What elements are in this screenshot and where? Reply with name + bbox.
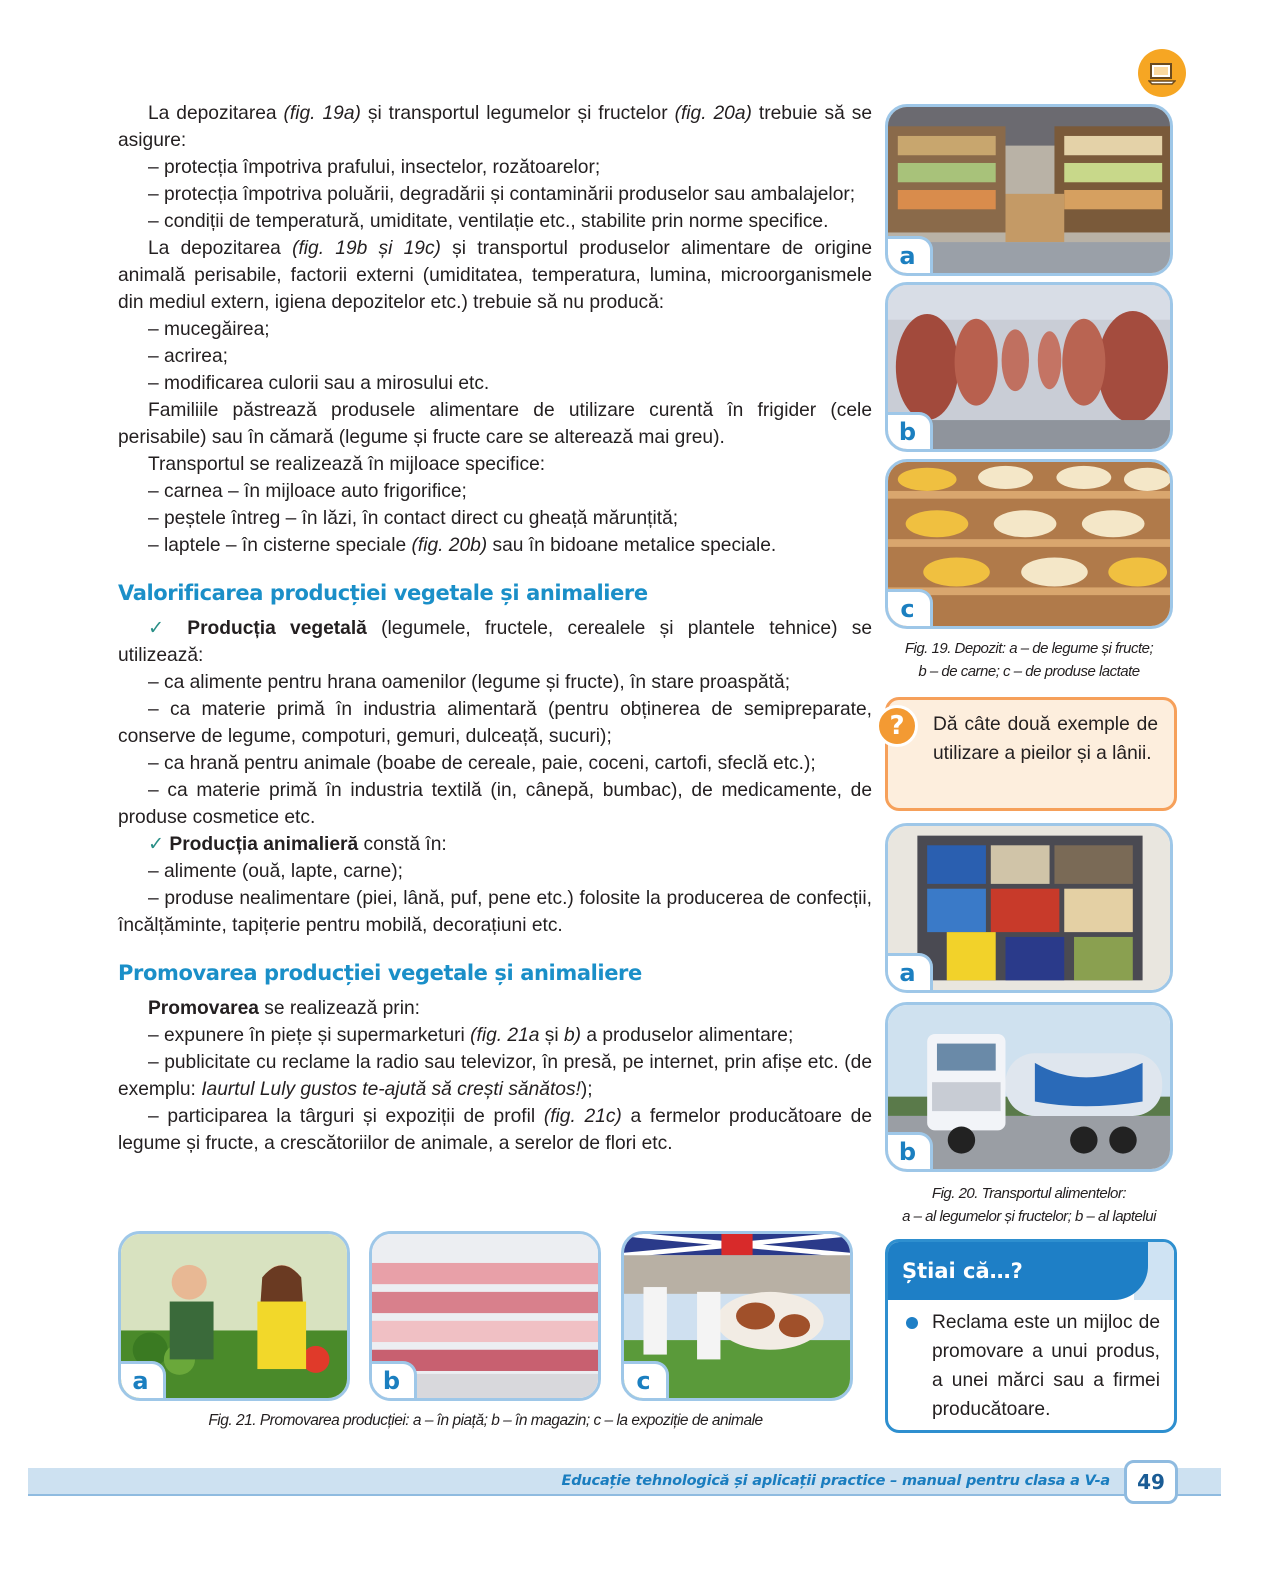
photo-milk-tanker: [885, 1002, 1173, 1172]
figure-tag: b: [369, 1361, 417, 1401]
paragraph-promovarea: Promovarea se realizează prin:: [148, 998, 420, 1019]
paragraph-storage-vegetables: La depozitarea (fig. 19a) și transportul legumelor și fructelor (fig. 20a) trebuie să se asigure:: [118, 103, 872, 151]
photo-meat-warehouse: [885, 282, 1173, 452]
list-item: – expunere în piețe și supermarketuri (fig. 21a și b) a produselor alimentare;: [148, 1025, 794, 1046]
heading-valorificarea: Valorificarea producției vegetale și animaliere: [118, 581, 648, 605]
laptop-icon: [1138, 49, 1186, 97]
list-item: – ca hrană pentru animale (boabe de cereale, paie, coceni, cartofi, sfeclă etc.);: [148, 753, 816, 774]
footer-divider: [28, 1494, 1221, 1496]
figure-tag: c: [885, 589, 933, 629]
figure-21-caption: Fig. 21. Promovarea producției: a – în piață; b – în magazin; c – la expoziție de animale: [208, 1412, 763, 1429]
bullet-icon: [906, 1317, 918, 1329]
question-icon: ?: [876, 705, 918, 747]
footer-title: Educație tehnologică și aplicații practice – manual pentru clasa a V-a: [561, 1473, 1110, 1489]
paragraph-families: Familiile păstrează produsele alimentare de utilizare curentă în frigider (cele perisabile) sau în cămară (legume și fructe care se alterează mai greu).: [118, 400, 872, 448]
figure-19-caption: Fig. 19. Depozit: a – de legume și fructe; b – de carne; c – de produse lactate: [904, 640, 1154, 680]
photo-animal-exhibition: [621, 1231, 853, 1401]
figure-tag: a: [118, 1361, 166, 1401]
list-item: – protecția împotriva poluării, degradării și contaminării produselor sau ambalajelor;: [148, 184, 856, 205]
photo-dairy-warehouse: [885, 459, 1173, 629]
did-you-know-box: [885, 1239, 1177, 1433]
checkmark-icon: ✓: [148, 834, 165, 855]
did-you-know-text: Reclama este un mijloc de promovare a unui produs, a unei mărci sau a firmei producătoare.: [902, 1308, 1160, 1424]
question-text: Dă câte două exemple de utilizare a pieilor și a lânii.: [933, 714, 1158, 764]
list-item: – acrirea;: [148, 346, 228, 367]
list-item: – alimente (ouă, lapte, carne);: [148, 861, 403, 882]
list-item: – publicitate cu reclame la radio sau televizor, în presă, pe internet, prin afișe etc. (de exemplu: Iaurtul Luly gustos te-ajută să crești sănătos!);: [118, 1052, 872, 1100]
list-item: – peștele întreg – în lăzi, în contact direct cu gheață mărunțită;: [148, 508, 679, 529]
did-you-know-title: Știai că…?: [888, 1242, 1148, 1300]
figure-tag: b: [885, 1132, 933, 1172]
photo-van-transport: [885, 823, 1173, 993]
list-item: – protecția împotriva prafului, insectelor, rozătoarelor;: [148, 157, 601, 178]
figure-tag: a: [885, 236, 933, 276]
list-item: – ca materie primă în industria alimentară (pentru obținerea de semipreparate, conserve de legume, compoturi, gemuri, dulceață, sucuri);: [118, 699, 872, 747]
list-item: – produse nealimentare (piei, lână, puf, pene etc.) folosite la producerea de confecții, încălțăminte, tapițerie pentru mobilă, decorațiuni etc.: [118, 888, 872, 936]
checkmark-icon: ✓: [148, 618, 174, 639]
paragraph-transport: Transportul se realizează în mijloace specifice:: [148, 454, 546, 475]
figure-tag: c: [621, 1361, 669, 1401]
list-item: – ca materie primă în industria textilă (in, cânepă, bumbac), de medicamente, de produse cosmetice etc.: [118, 780, 872, 828]
list-item: – carnea – în mijloace auto frigorifice;: [148, 481, 467, 502]
figure-20-caption: Fig. 20. Transportul alimentelor: a – al legumelor și fructelor; b – al laptelui: [902, 1185, 1156, 1225]
figure-tag: b: [885, 412, 933, 452]
question-box: [885, 697, 1177, 811]
list-item: – mucegăirea;: [148, 319, 270, 340]
figure-tag: a: [885, 953, 933, 993]
list-item: – condiții de temperatură, umiditate, ventilație etc., stabilite prin norme specifice.: [148, 211, 829, 232]
photo-supermarket: [369, 1231, 601, 1401]
list-item: – laptele – în cisterne speciale (fig. 20b) sau în bidoane metalice speciale.: [148, 535, 777, 556]
list-item: – modificarea culorii sau a mirosului etc.: [148, 373, 490, 394]
list-item: – participarea la târguri și expoziții de profil (fig. 21c) a fermelor producătoare de legume și fructe, a crescătoriilor de animale, a serelor de flori etc.: [118, 1106, 872, 1154]
paragraph-animal: ✓ Producția animalieră constă în:: [148, 834, 447, 855]
photo-market: [118, 1231, 350, 1401]
list-item: – ca alimente pentru hrana oamenilor (legume și fructe), în stare proaspătă;: [148, 672, 791, 693]
heading-promovarea: Promovarea producției vegetale și animaliere: [118, 961, 642, 985]
main-text: [118, 100, 872, 1157]
paragraph-vegetal: ✓ Producția vegetală (legumele, fructele, cerealele și plantele tehnice) se utilizează:: [118, 618, 872, 666]
paragraph-storage-animal: La depozitarea (fig. 19b și 19c) și transportul produselor alimentare de origine animală perisabile, factorii externi (umiditatea, temperatura, lumina, microorganismele din mediul extern, igiena depozitelor etc.) trebuie să nu producă:: [118, 238, 872, 313]
page-number: 49: [1124, 1460, 1178, 1504]
photo-vegetable-warehouse: [885, 104, 1173, 276]
